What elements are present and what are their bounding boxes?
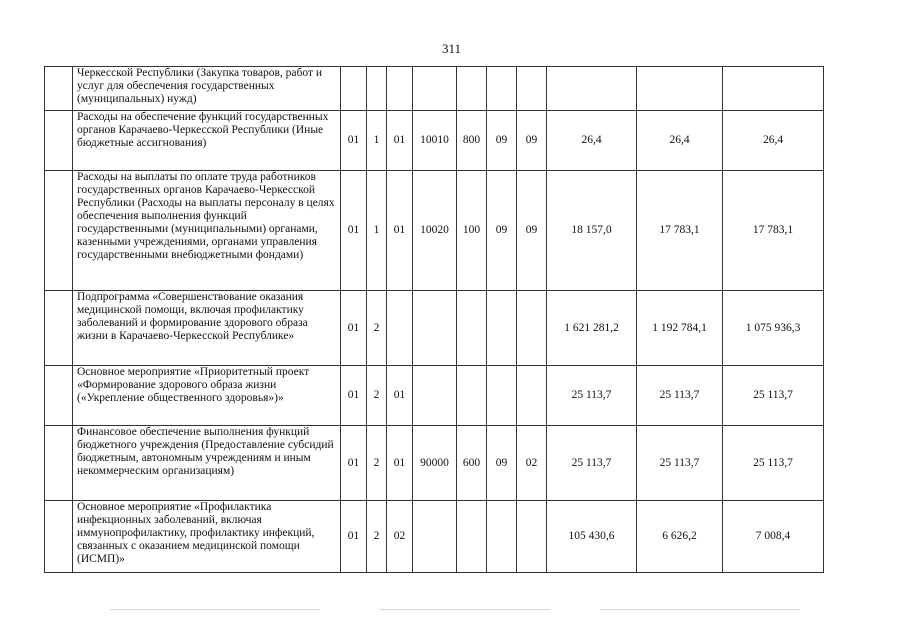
code-2-cell: 2 [367, 501, 387, 573]
value-1-cell: 25 113,7 [547, 366, 637, 426]
code-3-cell: 02 [387, 501, 413, 573]
scan-artifact-line [110, 609, 320, 610]
code-1-cell: 01 [341, 366, 367, 426]
code-2-cell: 1 [367, 111, 387, 171]
value-3-cell: 17 783,1 [723, 171, 824, 291]
code-1-cell: 01 [341, 111, 367, 171]
page-number: 311 [441, 41, 462, 56]
value-1-cell: 105 430,6 [547, 501, 637, 573]
code-2-cell: 2 [367, 426, 387, 501]
code-4-cell [413, 67, 457, 111]
code-6-cell [487, 366, 517, 426]
code-7-cell: 09 [517, 171, 547, 291]
code-4-cell [413, 501, 457, 573]
value-2-cell: 6 626,2 [637, 501, 723, 573]
row-number-cell [45, 171, 73, 291]
row-number-cell [45, 111, 73, 171]
code-1-cell [341, 67, 367, 111]
code-4-cell: 10010 [413, 111, 457, 171]
code-3-cell [387, 67, 413, 111]
code-2-cell: 2 [367, 291, 387, 366]
value-3-cell: 25 113,7 [723, 366, 824, 426]
row-name: Подпрограмма «Совершенствование оказания медицинской помощи, включая профилактику заболеваний и формирование здорового образа жизни в Карачаево-Черкесской Республике» [73, 291, 341, 366]
scan-artifact-line [380, 609, 550, 610]
code-5-cell: 600 [457, 426, 487, 501]
code-3-cell: 01 [387, 366, 413, 426]
row-name: Черкесской Республики (Закупка товаров, работ и услуг для обеспечения государственных (муниципальных) нужд) [73, 67, 341, 111]
code-3-cell: 01 [387, 171, 413, 291]
row-number-cell [45, 366, 73, 426]
code-5-cell: 100 [457, 171, 487, 291]
table-row [45, 171, 824, 291]
code-4-cell [413, 366, 457, 426]
row-name: Основное мероприятие «Приоритетный проект «Формирование здорового образа жизни («Укрепление общественного здоровья»)» [73, 366, 341, 426]
code-4-cell [413, 291, 457, 366]
value-2-cell [637, 67, 723, 111]
code-3-cell: 01 [387, 426, 413, 501]
value-3-cell: 1 075 936,3 [723, 291, 824, 366]
code-2-cell: 2 [367, 366, 387, 426]
value-2-cell: 25 113,7 [637, 366, 723, 426]
table-row [45, 67, 824, 111]
value-2-cell: 25 113,7 [637, 426, 723, 501]
code-6-cell [487, 67, 517, 111]
row-name: Расходы на обеспечение функций государственных органов Карачаево-Черкесской Республики (Иные бюджетные ассигнования) [73, 111, 341, 171]
row-number-cell [45, 291, 73, 366]
code-4-cell: 10020 [413, 171, 457, 291]
table-row [45, 111, 824, 171]
code-7-cell [517, 501, 547, 573]
code-5-cell [457, 501, 487, 573]
code-1-cell: 01 [341, 426, 367, 501]
table-row [45, 426, 824, 501]
value-1-cell: 18 157,0 [547, 171, 637, 291]
code-5-cell [457, 366, 487, 426]
code-7-cell [517, 67, 547, 111]
value-2-cell: 26,4 [637, 111, 723, 171]
value-1-cell: 26,4 [547, 111, 637, 171]
table-row [45, 291, 824, 366]
value-1-cell: 1 621 281,2 [547, 291, 637, 366]
row-name: Основное мероприятие «Профилактика инфекционных заболеваний, включая иммунопрофилактику, профилактику инфекций, связанных с оказанием медицинской помощи (ИСМП)» [73, 501, 341, 573]
code-5-cell [457, 291, 487, 366]
code-1-cell: 01 [341, 291, 367, 366]
code-2-cell: 1 [367, 171, 387, 291]
code-3-cell [387, 291, 413, 366]
value-3-cell: 7 008,4 [723, 501, 824, 573]
code-7-cell: 09 [517, 111, 547, 171]
code-7-cell [517, 291, 547, 366]
table-row [45, 366, 824, 426]
code-5-cell [457, 67, 487, 111]
row-name: Финансовое обеспечение выполнения функций бюджетного учреждения (Предоставление субсидий бюджетным, автономным учреждениям и иным некоммерческим организациям) [73, 426, 341, 501]
code-6-cell: 09 [487, 171, 517, 291]
budget-table [44, 66, 824, 573]
value-3-cell [723, 67, 824, 111]
value-1-cell: 25 113,7 [547, 426, 637, 501]
code-6-cell [487, 501, 517, 573]
code-6-cell [487, 291, 517, 366]
code-2-cell [367, 67, 387, 111]
code-1-cell: 01 [341, 501, 367, 573]
table-row [45, 501, 824, 573]
value-3-cell: 26,4 [723, 111, 824, 171]
table-body [45, 67, 824, 573]
code-7-cell: 02 [517, 426, 547, 501]
row-number-cell [45, 501, 73, 573]
code-6-cell: 09 [487, 111, 517, 171]
value-2-cell: 1 192 784,1 [637, 291, 723, 366]
code-5-cell: 800 [457, 111, 487, 171]
row-name: Расходы на выплаты по оплате труда работников государственных органов Карачаево-Черкесской Республики (Расходы на выплаты персоналу в целях обеспечения выполнения функций государственными (муниципальными) органами, казенными учреждениями, органами управления государственными внебюджетными фондами) [73, 171, 341, 291]
value-1-cell [547, 67, 637, 111]
code-4-cell: 90000 [413, 426, 457, 501]
row-number-cell [45, 67, 73, 111]
code-6-cell: 09 [487, 426, 517, 501]
value-2-cell: 17 783,1 [637, 171, 723, 291]
row-number-cell [45, 426, 73, 501]
scan-artifact-line [600, 609, 800, 610]
code-7-cell [517, 366, 547, 426]
value-3-cell: 25 113,7 [723, 426, 824, 501]
code-1-cell: 01 [341, 171, 367, 291]
code-3-cell: 01 [387, 111, 413, 171]
